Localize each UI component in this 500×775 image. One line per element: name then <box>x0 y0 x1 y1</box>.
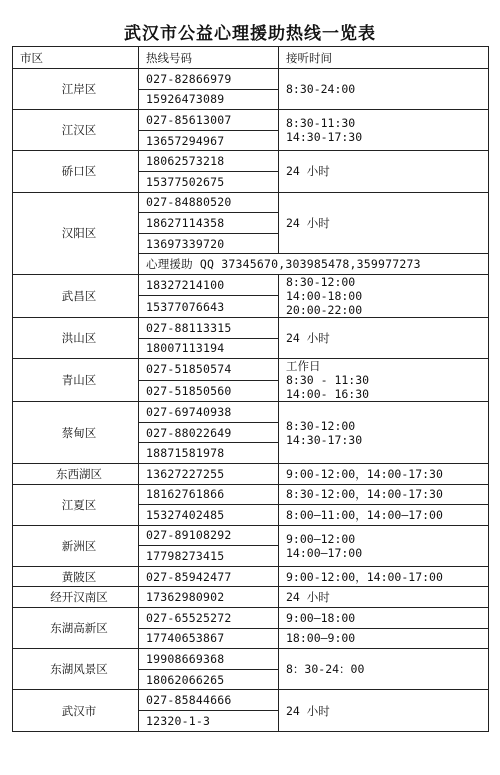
header-district: 市区 <box>13 47 139 69</box>
phone-cell: 027-88022649 <box>139 422 279 443</box>
header-hours: 接听时间 <box>279 47 489 69</box>
phone-cell: 027-85613007 <box>139 110 279 131</box>
hours-line: 24 小时 <box>286 590 330 605</box>
table-row <box>13 690 489 711</box>
phone-cell: 13697339720 <box>139 233 279 254</box>
phone-cell: 13657294967 <box>139 130 279 151</box>
phone-cell: 027-89108292 <box>139 525 279 546</box>
phone-cell: 13627227255 <box>139 463 279 484</box>
hours-line: 9:00-12:00，14:00-17:00 <box>286 569 443 584</box>
table-row <box>13 587 489 608</box>
table-row <box>13 110 489 131</box>
district-cell: 江汉区 <box>13 110 139 151</box>
hours-cell <box>279 69 489 110</box>
phone-cell: 15377502675 <box>139 171 279 192</box>
district-cell: 黄陂区 <box>13 566 139 587</box>
qq-note-cell: 心理援助 QQ 37345670,303985478,359977273 <box>139 254 489 275</box>
district-cell: 硚口区 <box>13 151 139 192</box>
table-header-row <box>13 47 489 69</box>
district-cell: 经开汉南区 <box>13 587 139 608</box>
hours-cell <box>279 463 489 484</box>
district-cell: 江岸区 <box>13 69 139 110</box>
table-row <box>13 525 489 546</box>
hours-line: 20:00-22:00 <box>286 302 363 317</box>
hours-line: 8：30-24：00 <box>286 662 365 677</box>
hours-cell <box>279 192 489 254</box>
district-cell: 洪山区 <box>13 317 139 358</box>
hours-line: 8:30-11:30 <box>286 116 356 131</box>
hours-line: 8:30 - 11:30 <box>286 373 370 388</box>
hours-line: 14:00- 16:30 <box>286 387 370 402</box>
hours-cell: 9:00—18:00 <box>279 608 489 629</box>
phone-cell: 18162761866 <box>139 484 279 505</box>
phone-cell: 18007113194 <box>139 338 279 359</box>
hours-line: 9:00-12:00，14:00-17:30 <box>286 466 443 481</box>
hours-line: 工作日 <box>286 359 321 374</box>
hours-line: 9:00—12:00 <box>286 531 356 546</box>
hours-cell: 18:00—9:00 <box>279 628 489 649</box>
phone-cell: 18871581978 <box>139 443 279 464</box>
hotline-table <box>12 46 489 732</box>
district-cell: 武昌区 <box>13 274 139 317</box>
hours-line: 8:30-24:00 <box>286 82 356 97</box>
phone-cell: 027-85942477 <box>139 566 279 587</box>
phone-cell: 027-84880520 <box>139 192 279 213</box>
hours-line: 14:30-17:30 <box>286 432 363 447</box>
hours-line: 8:30-12:00 <box>286 418 356 433</box>
hours-line: 14:30-17:30 <box>286 130 363 145</box>
hours-cell <box>279 649 489 690</box>
district-cell: 蔡甸区 <box>13 402 139 464</box>
phone-cell: 18062066265 <box>139 669 279 690</box>
table-row <box>13 317 489 338</box>
hours-line: 8:30-12:00 <box>286 274 356 289</box>
hours-cell <box>279 402 489 464</box>
phone-cell: 15926473089 <box>139 89 279 110</box>
page-title: 武汉市公益心理援助热线一览表 <box>124 24 376 44</box>
table-row <box>13 69 489 90</box>
hours-line: 24 小时 <box>286 215 330 230</box>
table-row <box>13 608 489 629</box>
table-row <box>13 274 489 296</box>
table-row <box>13 484 489 505</box>
district-cell: 东湖高新区 <box>13 608 139 649</box>
hours-line: 14:00—17:00 <box>286 545 363 560</box>
district-cell: 江夏区 <box>13 484 139 525</box>
phone-cell: 18627114358 <box>139 213 279 234</box>
table-row <box>13 359 489 381</box>
phone-cell: 027-65525272 <box>139 608 279 629</box>
hours-cell <box>279 110 489 151</box>
table-row <box>13 402 489 423</box>
table-row <box>13 463 489 484</box>
phone-cell: 19908669368 <box>139 649 279 670</box>
phone-cell: 027-51850574 <box>139 359 279 381</box>
hours-line: 14:00-18:00 <box>286 288 363 303</box>
hours-cell <box>279 690 489 731</box>
hours-cell <box>279 525 489 566</box>
district-cell: 青山区 <box>13 359 139 402</box>
phone-cell: 15327402485 <box>139 505 279 526</box>
district-cell: 武汉市 <box>13 690 139 731</box>
phone-cell: 18327214100 <box>139 274 279 296</box>
hours-line: 24 小时 <box>286 164 330 179</box>
hours-cell <box>279 359 489 402</box>
phone-cell: 027-88113315 <box>139 317 279 338</box>
district-cell: 东湖风景区 <box>13 649 139 690</box>
hours-cell <box>279 274 489 317</box>
phone-cell: 027-51850560 <box>139 380 279 402</box>
district-cell: 东西湖区 <box>13 463 139 484</box>
header-phone: 热线号码 <box>139 47 279 69</box>
hours-cell <box>279 566 489 587</box>
phone-cell: 17798273415 <box>139 546 279 567</box>
phone-cell: 17740653867 <box>139 628 279 649</box>
district-cell: 汉阳区 <box>13 192 139 274</box>
phone-cell: 027-85844666 <box>139 690 279 711</box>
hours-cell <box>279 317 489 358</box>
table-row <box>13 649 489 670</box>
hours-line: 24 小时 <box>286 703 330 718</box>
phone-cell: 17362980902 <box>139 587 279 608</box>
hours-cell: 8:30-12:00，14:00-17:30 <box>279 484 489 505</box>
district-cell: 新洲区 <box>13 525 139 566</box>
phone-cell: 027-69740938 <box>139 402 279 423</box>
phone-cell: 12320-1-3 <box>139 711 279 732</box>
phone-cell: 027-82866979 <box>139 69 279 90</box>
hours-cell <box>279 151 489 192</box>
table-row <box>13 566 489 587</box>
hours-cell <box>279 587 489 608</box>
phone-cell: 18062573218 <box>139 151 279 172</box>
table-body <box>13 69 489 732</box>
phone-cell: 15377076643 <box>139 296 279 318</box>
table-row <box>13 151 489 172</box>
hours-cell: 8:00—11:00，14:00—17:00 <box>279 505 489 526</box>
hours-line: 24 小时 <box>286 331 330 346</box>
table-row <box>13 192 489 213</box>
